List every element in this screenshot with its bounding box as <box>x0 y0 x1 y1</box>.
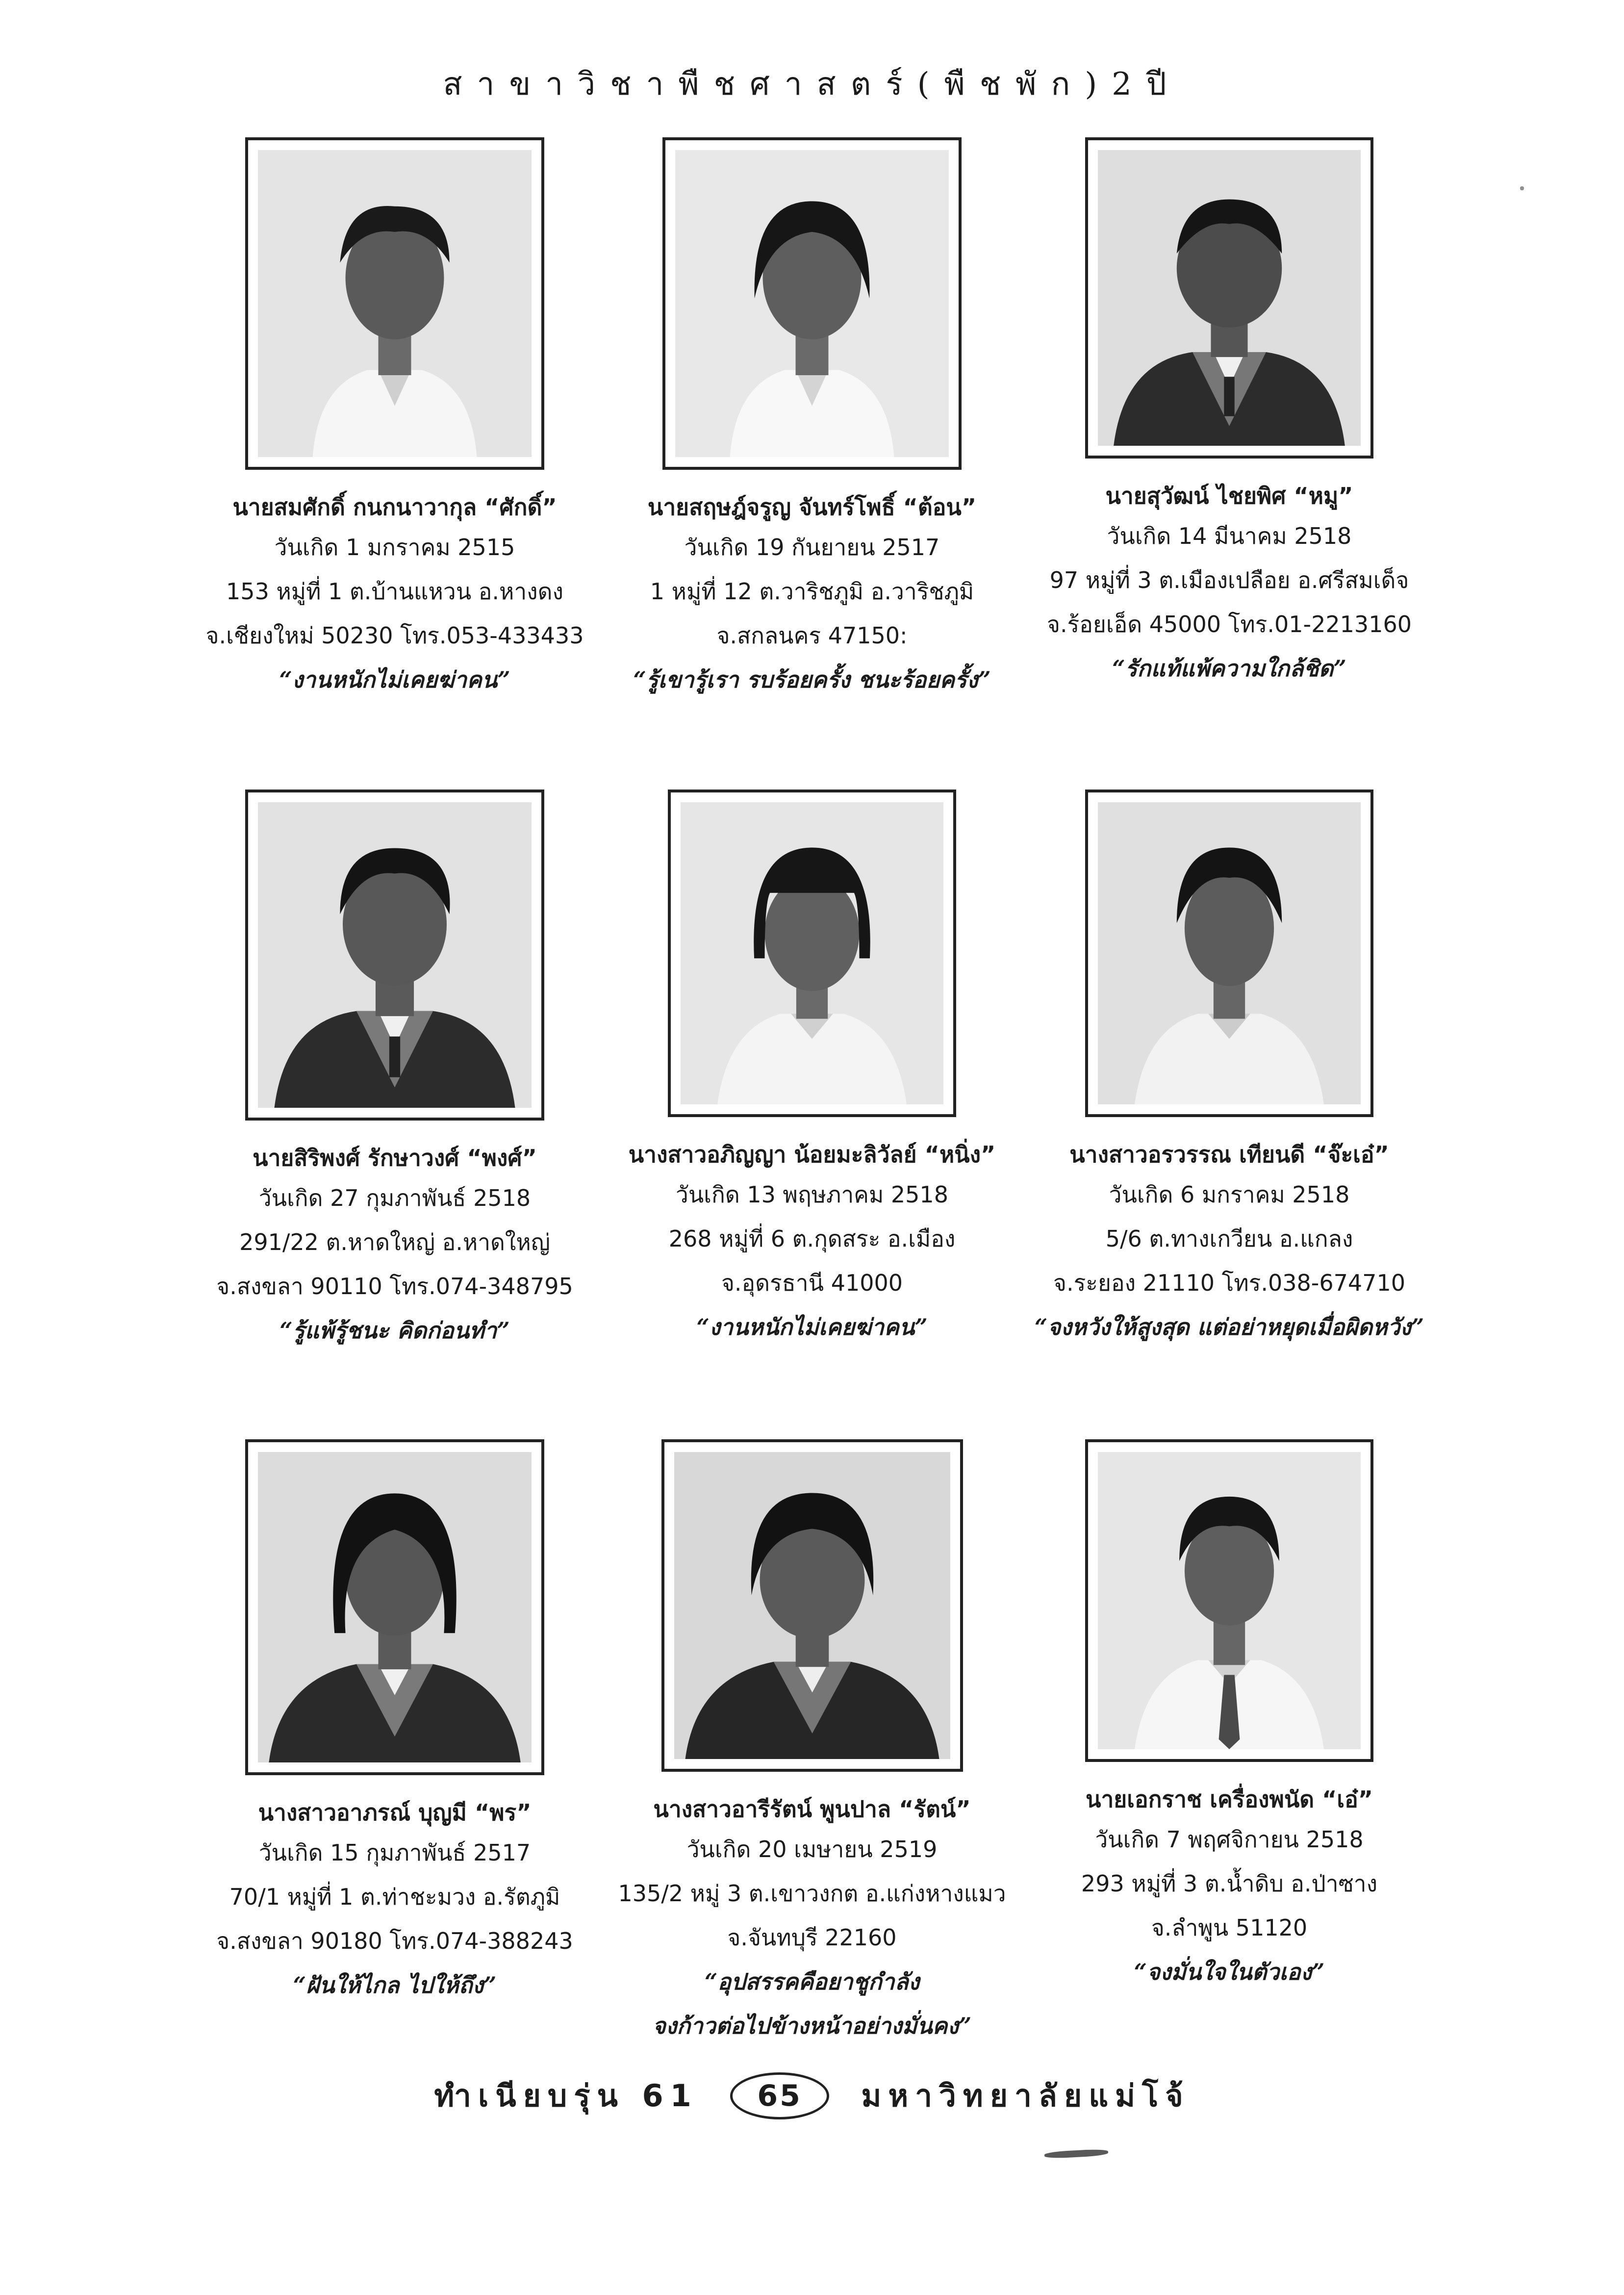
footer-university-label: มหาวิทยาลัยแม่โจ้ <box>861 2078 1190 2114</box>
portrait-photo <box>1098 1452 1361 1749</box>
portrait-photo <box>675 150 949 457</box>
page-footer <box>0 2072 1624 2120</box>
motto: “จงมั่นใจในตัวเอง” <box>1134 1959 1325 1985</box>
portrait-photo <box>1098 150 1361 446</box>
profile-name: นายสมศักดิ์ กนกนาวากุล “ศักดิ์” <box>232 494 557 520</box>
address-line-2: จ.จันทบุรี 22160 <box>727 1924 897 1951</box>
motto: “รักแท้แพ้ความใกล้ชิด” <box>1112 655 1346 682</box>
portrait-frame <box>668 790 956 1117</box>
address-line-2: จ.อุดรธานี 41000 <box>721 1270 903 1296</box>
page-number: 65 <box>730 2072 829 2119</box>
profile-name: นายเอกราช เครื่องพนัด “เอ๋” <box>1086 1786 1373 1812</box>
address-line-1: 1 หมู่ที่ 12 ต.วาริชภูมิ อ.วาริชภูมิ <box>650 578 974 605</box>
motto: “จงหวังให้สูงสุด แต่อย่าหยุดเมื่อผิดหวัง” <box>1034 1314 1424 1340</box>
motto-line-2: จงก้าวต่อไปข้างหน้าอย่างมั่นคง” <box>652 2013 972 2039</box>
profile-card <box>974 1439 1484 1994</box>
portrait-frame <box>245 1439 544 1775</box>
portrait-frame <box>1085 137 1373 459</box>
address-line-1: 291/22 ต.หาดใหญ่ อ.หาดใหญ่ <box>239 1229 550 1255</box>
address-line-2: จ.เชียงใหม่ 50230 โทร.053-433433 <box>205 622 584 649</box>
address-line-1: 153 หมู่ที่ 1 ต.บ้านแหวน อ.หางดง <box>226 578 563 605</box>
address-line-2: จ.ร้อยเอ็ด 45000 โทร.01-2213160 <box>1046 611 1412 638</box>
profile-name: นายสฤษฎ์จรูญ จันทร์โพธิ์ “ต้อน” <box>647 494 977 520</box>
portrait-photo <box>1098 802 1361 1104</box>
footer-yearbook-label: ทำเนียบรุ่น 61 <box>434 2078 698 2114</box>
portrait-photo <box>258 150 532 457</box>
portrait-photo <box>674 1452 950 1759</box>
portrait-frame <box>245 790 544 1121</box>
profile-name: นางสาวอรวรรณ เทียนดี “จ๊ะเอ๋” <box>1069 1141 1389 1168</box>
profile-card <box>974 137 1484 690</box>
motto: “อุปสรรคคือยาชูกำลัง <box>704 1968 920 1995</box>
birth-date: วันเกิด 19 กันยายน 2517 <box>684 534 940 561</box>
address-line-1: 5/6 ต.ทางเกวียน อ.แกลง <box>1105 1225 1353 1252</box>
portrait-frame <box>245 137 544 470</box>
address-line-1: 135/2 หมู่ 3 ต.เขาวงกต อ.แก่งหางแมว <box>618 1880 1006 1907</box>
portrait-frame <box>661 1439 963 1772</box>
address-line-1: 70/1 หมู่ที่ 1 ต.ท่าชะมวง อ.รัตภูมิ <box>229 1884 560 1910</box>
address-line-1: 293 หมู่ที่ 3 ต.น้ำดิบ อ.ป่าซาง <box>1081 1870 1378 1897</box>
address-line-1: 97 หมู่ที่ 3 ต.เมืองเปลือย อ.ศรีสมเด็จ <box>1049 567 1409 593</box>
motto: “รู้เขารู้เรา รบร้อยครั้ง ชนะร้อยครั้ง” <box>633 666 991 693</box>
profile-name: นางสาวอาภรณ์ บุญมี “พร” <box>258 1799 532 1826</box>
address-line-2: จ.สงขลา 90180 โทร.074-388243 <box>216 1928 573 1954</box>
birth-date: วันเกิด 6 มกราคม 2518 <box>1109 1181 1350 1208</box>
portrait-frame <box>1085 1439 1373 1762</box>
address-line-2: จ.สงขลา 90110 โทร.074-348795 <box>216 1273 573 1300</box>
birth-date: วันเกิด 7 พฤศจิกายน 2518 <box>1095 1826 1364 1853</box>
profile-name: นางสาวอภิญญา น้อยมะลิวัลย์ “หนิ่ง” <box>628 1141 996 1168</box>
scan-dot <box>1520 186 1524 190</box>
birth-date: วันเกิด 20 เมษายน 2519 <box>686 1836 938 1862</box>
motto: “งานหนักไม่เคยฆ่าคน” <box>696 1314 928 1340</box>
profile-name: นายสุวัฒน์ ไชยพิศ “หมู” <box>1105 483 1353 509</box>
birth-date: วันเกิด 1 มกราคม 2515 <box>274 534 515 561</box>
portrait-photo <box>258 1452 532 1762</box>
birth-date: วันเกิด 13 พฤษภาคม 2518 <box>676 1181 948 1208</box>
profile-name: นายสิริพงศ์ รักษาวงศ์ “พงศ์” <box>253 1145 537 1171</box>
address-line-2: จ.สกลนคร 47150: <box>716 622 908 649</box>
portrait-frame <box>662 137 962 470</box>
birth-date: วันเกิด 14 มีนาคม 2518 <box>1107 523 1352 549</box>
profile-card <box>974 790 1484 1349</box>
scan-smudge <box>1044 2149 1109 2159</box>
motto: “ฝันให้ไกล ไปให้ถึง” <box>293 1972 497 1998</box>
portrait-photo <box>681 802 943 1104</box>
address-line-2: จ.ระยอง 21110 โทร.038-674710 <box>1053 1270 1405 1296</box>
motto: “งานหนักไม่เคยฆ่าคน” <box>279 666 510 693</box>
page-title: สาขาวิชาพืชศาสตร์(พืชพัก)2ปี <box>443 66 1181 102</box>
birth-date: วันเกิด 27 กุมภาพันธ์ 2518 <box>258 1185 531 1211</box>
profile-name: นางสาวอารีรัตน์ พูนปาล “รัตน์” <box>653 1796 971 1822</box>
motto: “รู้แพ้รู้ชนะ คิดก่อนทำ” <box>279 1317 510 1344</box>
birth-date: วันเกิด 15 กุมภาพันธ์ 2517 <box>258 1839 531 1866</box>
address-line-2: จ.ลำพูน 51120 <box>1151 1914 1308 1941</box>
portrait-photo <box>258 802 532 1108</box>
portrait-frame <box>1085 790 1373 1117</box>
address-line-1: 268 หมู่ที่ 6 ต.กุดสระ อ.เมือง <box>668 1225 956 1252</box>
